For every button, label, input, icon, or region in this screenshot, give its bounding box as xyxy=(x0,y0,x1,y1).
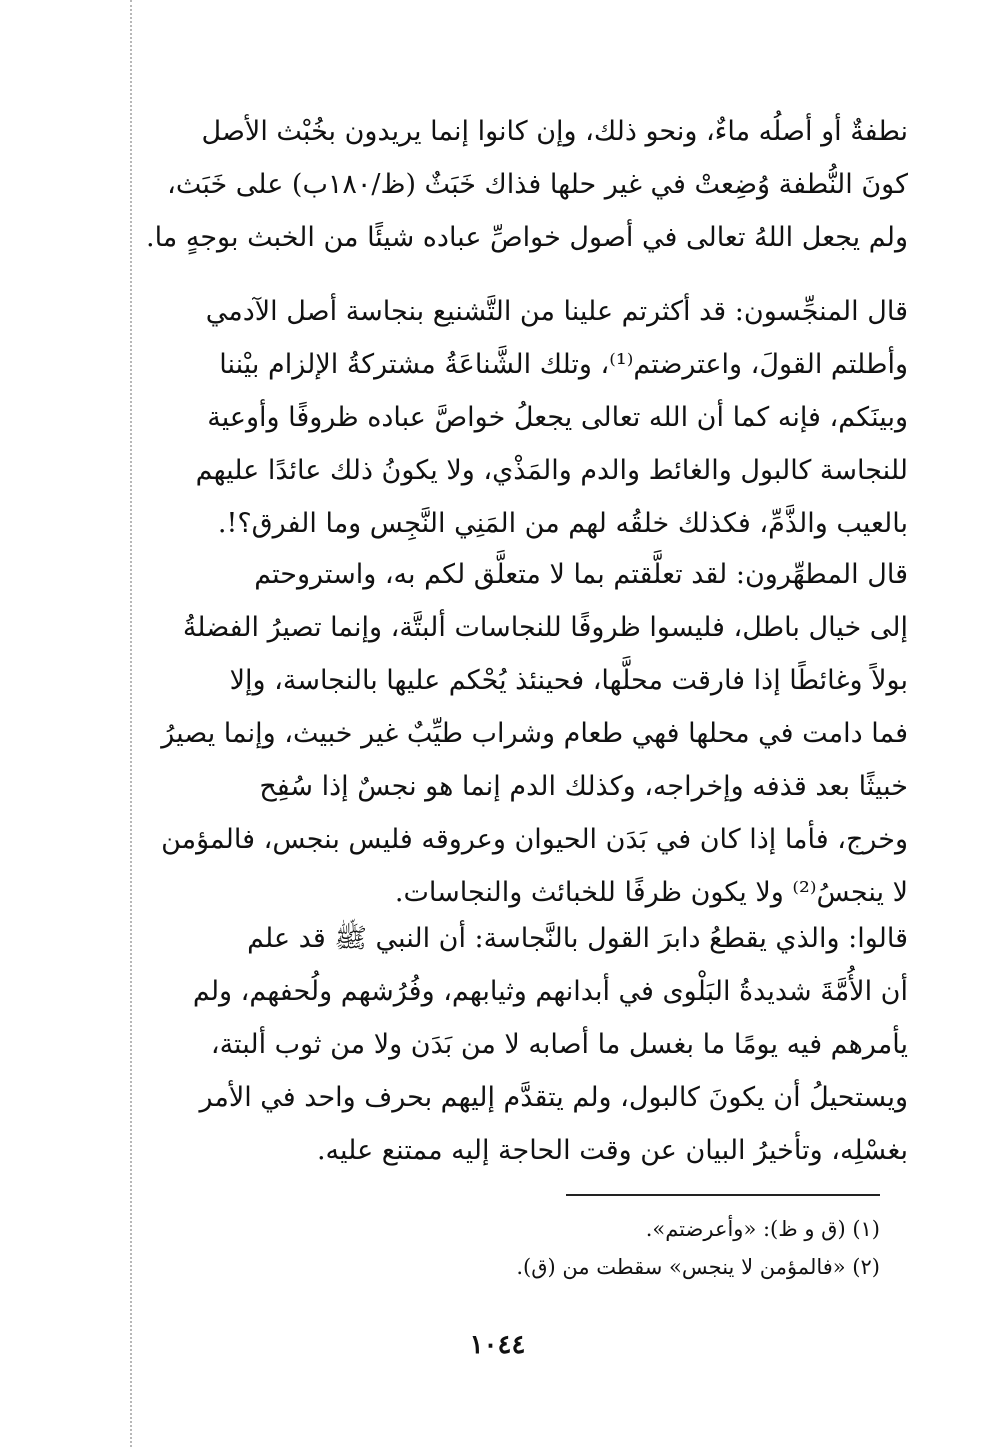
paragraph-line: بغسْلِه، وتأخيرُ البيان عن وقت الحاجة إليه ممتنع عليه. xyxy=(316,1135,908,1166)
paragraph-line: ولم يجعل اللهُ تعالى في أصول خواصِّ عباده شيئًا من الخبث بوجهٍ ما. xyxy=(146,222,908,253)
paragraph-line: قالوا: والذي يقطعُ دابرَ القول بالنَّجاسة: أن النبي ﷺ قد علم xyxy=(247,923,908,954)
paragraph-line: وأطلتم القولَ، واعترضتم⁽¹⁾، وتلك الشَّناعَةُ مشتركةُ الإلزام بيْننا xyxy=(219,349,908,380)
paragraph-line: بالعيب والذَّمِّ، فكذلك خلقُه لهم من المَنِي النَّجِس وما الفرق؟!. xyxy=(217,508,908,539)
paragraph-line: قال المنجِّسون: قد أكثرتم علينا من التَّشنيع بنجاسة أصل الآدمي xyxy=(205,296,908,327)
paragraph-2 xyxy=(92,285,908,550)
paragraph-line: وخرج، فأما إذا كان في بَدَن الحيوان وعروقه فليس بنجس، فالمؤمن xyxy=(161,824,908,855)
footnote-1: (١) (ق و ظ): «وأعرضتم». xyxy=(645,1217,880,1241)
paragraph-line: ويستحيلُ أن يكونَ كالبول، ولم يتقدَّم إليهم بحرف واحد في الأمر xyxy=(199,1082,908,1113)
paragraph-line: خبيثًا بعد قذفه وإخراجه، وكذلك الدم إنما هو نجسٌ إذا سُفِح xyxy=(259,771,908,802)
page-number: ١٠٤٤ xyxy=(469,1330,526,1360)
paragraph-line: للنجاسة كالبول والغائط والدم والمَذْي، ولا يكونُ ذلك عائدًا عليهم xyxy=(195,455,908,486)
paragraph-line: بولاً وغائطًا إذا فارقت محلَّها، فحينئذ يُحْكم عليها بالنجاسة، وإلا xyxy=(229,665,908,696)
paragraph-line: أن الأُمَّةَ شديدةُ البَلْوى في أبدانهم وثيابهم، وفُرُشهم ولُحفهم، ولم xyxy=(192,976,908,1007)
paragraph-line: فما دامت في محلها فهي طعام وشراب طيِّبٌ غير خبيث، وإنما يصيرُ xyxy=(161,718,908,749)
paragraph-line: إلى خيال باطل، فليسوا ظروفًا للنجاسات ألبتَّة، وإنما تصيرُ الفضلةُ xyxy=(182,612,908,643)
paragraph-line: لا ينجسُ⁽²⁾ ولا يكون ظرفًا للخبائث والنجاسات. xyxy=(394,877,908,908)
footnote-separator xyxy=(566,1194,880,1196)
paragraph-line: كونَ النُّطفة وُضِعتْ في غير حلها فذاك خَبَثٌ (ظ/١٨٠ب) على خَبَث، xyxy=(167,169,908,200)
paragraph-3 xyxy=(92,548,908,919)
paragraph-line: يأمرهم فيه يومًا ما بغسل ما أصابه لا من بَدَن ولا من ثوب ألبتة، xyxy=(210,1029,908,1060)
paragraph-4 xyxy=(92,912,908,1177)
footnotes xyxy=(300,1210,880,1286)
paragraph-line: وبينَكم، فإنه كما أن الله تعالى يجعلُ خواصَّ عباده ظروفًا وأوعية xyxy=(207,402,908,433)
paragraph-1 xyxy=(92,105,908,264)
footnote-2: (٢) «فالمؤمن لا ينجس» سقطت من (ق). xyxy=(516,1255,880,1279)
paragraph-line: قال المطهِّرون: لقد تعلَّقتم بما لا متعلَّق لكم به، واستروحتم xyxy=(254,559,908,590)
paragraph-line: نطفةٌ أو أصلُه ماءٌ، ونحو ذلك، وإن كانوا إنما يريدون بخُبْث الأصل xyxy=(201,116,908,147)
